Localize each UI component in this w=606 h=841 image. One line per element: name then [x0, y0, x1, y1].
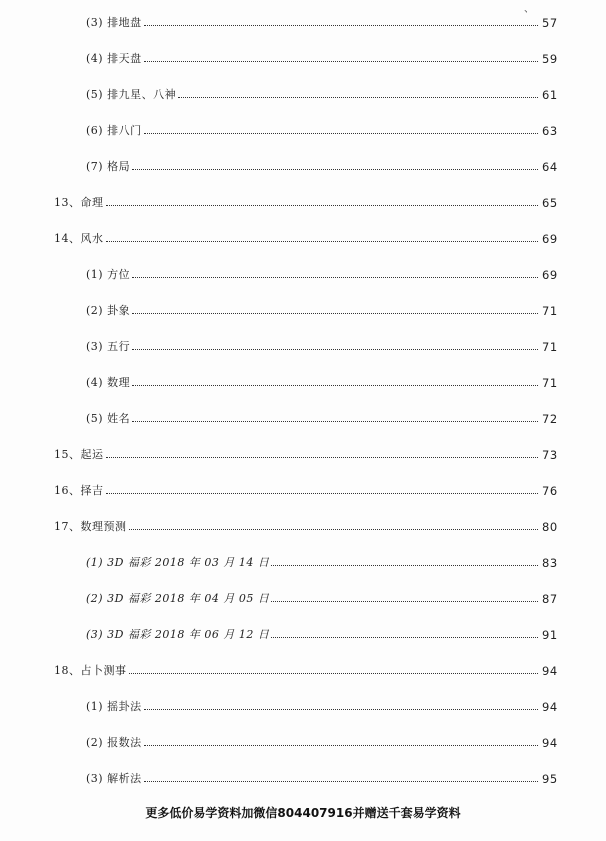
toc-page-number: 71 [542, 304, 558, 318]
toc-entry-label: 18、占卜测事 [54, 664, 127, 677]
toc-entry-label: (3) 五行 [86, 340, 131, 353]
toc-entry [86, 406, 558, 426]
toc-entry-label: (4) 数理 [86, 376, 131, 389]
toc-entry-label: (5) 排九星、八神 [86, 88, 177, 101]
toc-entry [86, 586, 558, 606]
toc-leader-dots [106, 456, 539, 458]
toc-page-number: 87 [542, 592, 558, 606]
toc-entry [86, 334, 558, 354]
toc-entry-label: (3) 3D 福彩 2018 年 06 月 12 日 [86, 628, 270, 641]
toc-page-number: 95 [542, 772, 558, 786]
toc-page-number: 61 [542, 88, 558, 102]
toc-leader-dots [132, 312, 538, 314]
toc-entry [54, 442, 558, 462]
toc-entry-label: (2) 报数法 [86, 736, 142, 749]
toc-entry [54, 190, 558, 210]
toc-entry [86, 370, 558, 390]
toc-entry [54, 658, 558, 678]
toc-entry [54, 226, 558, 246]
toc-entry-label: (2) 卦象 [86, 304, 131, 317]
toc-page-number: 71 [542, 376, 558, 390]
toc-entry [86, 730, 558, 750]
toc-leader-dots [106, 240, 539, 242]
toc-leader-dots [132, 276, 538, 278]
toc-page-number: 65 [542, 196, 558, 210]
toc-leader-dots [106, 204, 539, 206]
toc-entry [86, 550, 558, 570]
toc-entry [86, 10, 558, 30]
footer-note: 更多低价易学资料加微信804407916并赠送千套易学资料 [145, 806, 461, 820]
toc-page-number: 59 [542, 52, 558, 66]
toc-page-number: 91 [542, 628, 558, 642]
toc-entry-label: 17、数理预测 [54, 520, 127, 533]
toc-entry-label: (6) 排八门 [86, 124, 142, 137]
scan-mark: 、 [524, 4, 534, 15]
toc-leader-dots [132, 168, 538, 170]
toc-leader-dots [271, 600, 538, 602]
toc-entry [86, 46, 558, 66]
toc-leader-dots [129, 528, 539, 530]
toc-leader-dots [144, 780, 538, 782]
toc-entry [86, 82, 558, 102]
toc-leader-dots [129, 672, 539, 674]
toc-entry-label: (1) 摇卦法 [86, 700, 142, 713]
toc-leader-dots [132, 348, 538, 350]
toc-entry [86, 154, 558, 174]
toc-entry [86, 118, 558, 138]
toc-entry [54, 514, 558, 534]
toc-page-number: 63 [542, 124, 558, 138]
toc-page-number: 80 [542, 520, 558, 534]
toc-entry-label: 16、择吉 [54, 484, 104, 497]
toc-entry-label: (5) 姓名 [86, 412, 131, 425]
toc-entry-label: (1) 3D 福彩 2018 年 03 月 14 日 [86, 556, 270, 569]
toc-page-number: 94 [542, 700, 558, 714]
toc-entry-label: 15、起运 [54, 448, 104, 461]
toc-entry-label: 14、风水 [54, 232, 104, 245]
toc-entry [86, 694, 558, 714]
toc-leader-dots [271, 636, 538, 638]
toc-leader-dots [106, 492, 539, 494]
toc-entry [86, 622, 558, 642]
toc-page-number: 94 [542, 664, 558, 678]
toc-page-number: 83 [542, 556, 558, 570]
toc-entry-label: (7) 格局 [86, 160, 131, 173]
toc-entry-label: (1) 方位 [86, 268, 131, 281]
toc-entry-label: (3) 排地盘 [86, 16, 142, 29]
toc-leader-dots [144, 708, 538, 710]
toc-entry-label: (2) 3D 福彩 2018 年 04 月 05 日 [86, 592, 270, 605]
toc-entry [86, 298, 558, 318]
toc-leader-dots [144, 24, 538, 26]
toc-page-number: 76 [542, 484, 558, 498]
toc-entry [86, 766, 558, 786]
toc-entry [86, 262, 558, 282]
toc-leader-dots [132, 384, 538, 386]
toc-entry-label: (3) 解析法 [86, 772, 142, 785]
toc-page-number: 57 [542, 16, 558, 30]
toc-entry-label: (4) 排天盘 [86, 52, 142, 65]
toc-leader-dots [144, 132, 538, 134]
toc-leader-dots [178, 96, 538, 98]
toc-page-number: 69 [542, 232, 558, 246]
toc-page-number: 64 [542, 160, 558, 174]
toc-page-number: 72 [542, 412, 558, 426]
toc-entry [54, 478, 558, 498]
toc-page-number: 94 [542, 736, 558, 750]
toc-leader-dots [271, 564, 538, 566]
toc-leader-dots [144, 744, 538, 746]
toc-page-number: 73 [542, 448, 558, 462]
toc-leader-dots [144, 60, 538, 62]
toc-page-number: 69 [542, 268, 558, 282]
toc-page-number: 71 [542, 340, 558, 354]
toc-entry-label: 13、命理 [54, 196, 104, 209]
toc-leader-dots [132, 420, 538, 422]
